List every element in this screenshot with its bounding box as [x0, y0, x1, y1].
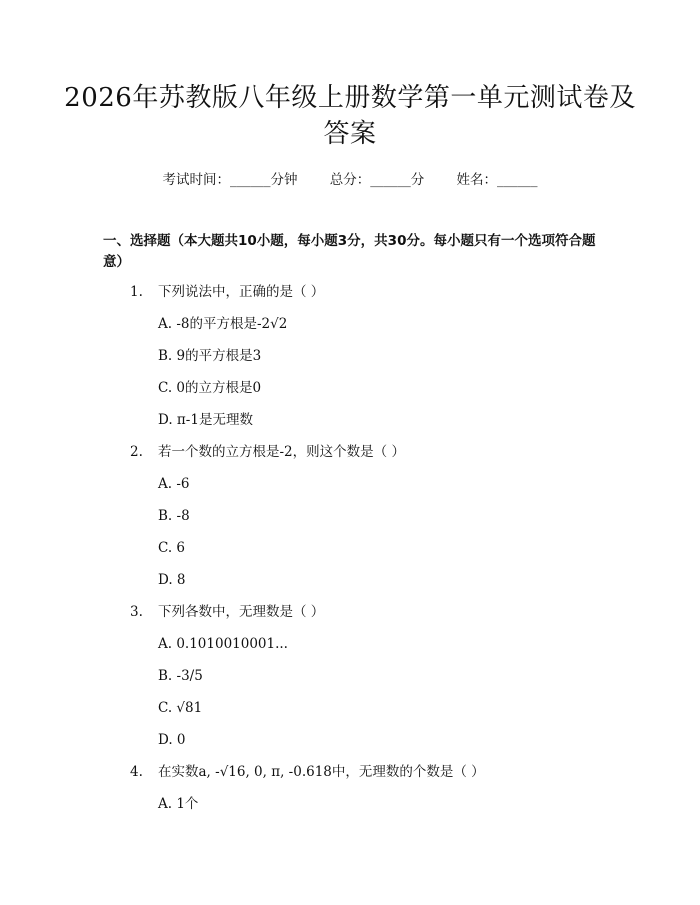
question-number: 2. — [130, 444, 143, 460]
exam-time-field: 考试时间：______分钟 — [162, 172, 298, 188]
option-c: C. 6 — [158, 540, 186, 556]
question-text: 在实数a, -√16, 0, π, -0.618中，无理数的个数是（ ） — [158, 764, 485, 780]
question-1 — [130, 283, 324, 301]
exam-title: 2026年苏教版八年级上册数学第一单元测试卷及答案 — [64, 83, 636, 149]
question-4 — [130, 763, 485, 781]
name-field: 姓名：______ — [456, 172, 538, 188]
option-a: A. -8的平方根是-2√2 — [158, 316, 288, 332]
option-b: B. 9的平方根是3 — [158, 348, 262, 364]
option-b: B. -3/5 — [158, 668, 203, 684]
option-a: A. 1个 — [158, 796, 199, 812]
question-text: 若一个数的立方根是-2，则这个数是（ ） — [158, 444, 405, 460]
question-number: 4. — [130, 764, 143, 780]
question-number: 1. — [130, 284, 143, 300]
option-d: D. π-1是无理数 — [158, 412, 253, 428]
option-c: C. 0的立方根是0 — [158, 380, 262, 396]
option-d: D. 0 — [158, 732, 186, 748]
question-2 — [130, 443, 405, 461]
question-text: 下列说法中，正确的是（ ） — [158, 284, 325, 300]
question-text: 下列各数中，无理数是（ ） — [158, 604, 325, 620]
option-a: A. -6 — [158, 476, 190, 492]
total-score-field: 总分：______分 — [329, 172, 425, 188]
option-a: A. 0.1010010001... — [158, 636, 288, 652]
question-3 — [130, 603, 324, 621]
option-c: C. √81 — [158, 700, 203, 716]
section-heading: 一、选择题（本大题共10小题，每小题3分，共30分。每小题只有一个选项符合题意） — [103, 233, 596, 270]
question-number: 3. — [130, 604, 143, 620]
exam-meta — [0, 168, 700, 188]
option-b: B. -8 — [158, 508, 190, 524]
option-d: D. 8 — [158, 572, 186, 588]
